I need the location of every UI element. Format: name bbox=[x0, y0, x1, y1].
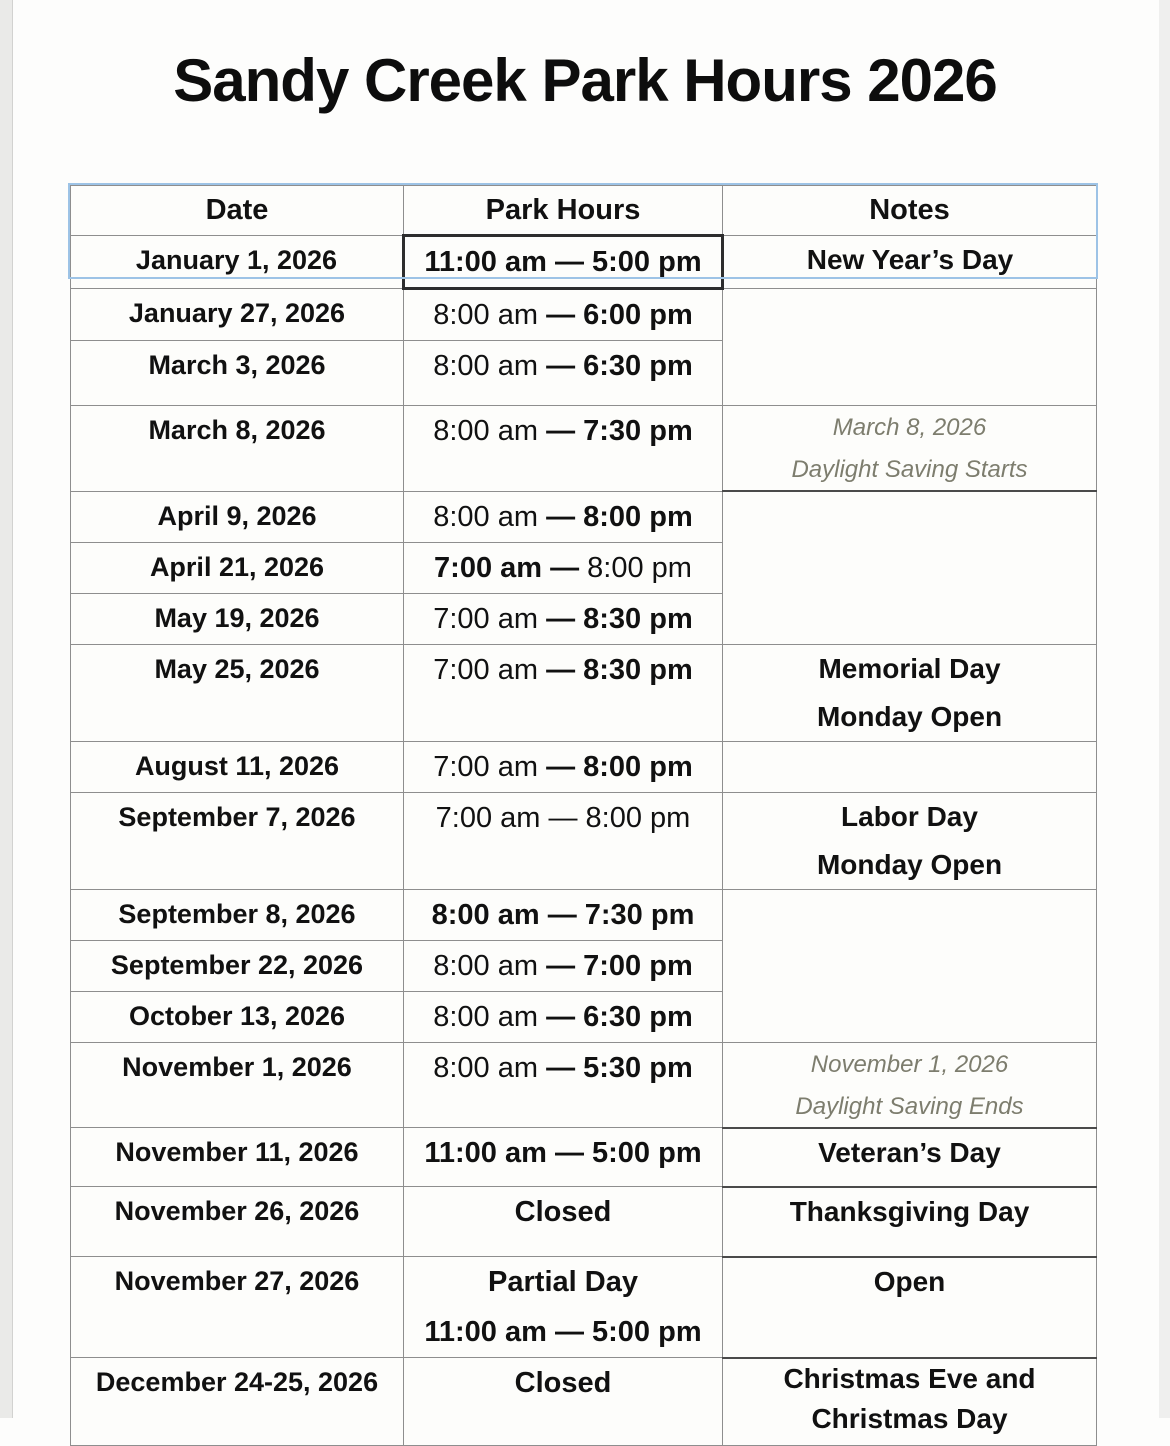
hours-cell bbox=[404, 593, 723, 644]
hours-text: — 7:00 pm bbox=[546, 949, 693, 982]
column-header-date: Date bbox=[71, 186, 404, 236]
date-cell: October 13, 2026 bbox=[71, 991, 404, 1042]
note-cell bbox=[723, 1257, 1097, 1358]
note-cell bbox=[723, 644, 1097, 741]
hours-cell bbox=[404, 406, 723, 492]
note-text: New Year’s Day bbox=[806, 244, 1014, 275]
date-cell: November 26, 2026 bbox=[71, 1187, 404, 1257]
date-cell: August 11, 2026 bbox=[71, 741, 404, 792]
hours-text: — 6:00 pm bbox=[546, 299, 693, 331]
date-cell: May 25, 2026 bbox=[71, 644, 404, 741]
table-row bbox=[71, 889, 1097, 940]
hours-text: — 8:00 pm bbox=[546, 750, 693, 783]
note-cell bbox=[723, 1128, 1097, 1187]
hours-cell bbox=[404, 289, 723, 341]
hours-text: 8:00 am bbox=[433, 350, 547, 382]
note-text: Daylight Saving Starts bbox=[791, 456, 1028, 483]
hours-text: 11:00 am — 5:00 pm bbox=[424, 1316, 702, 1348]
note-cell bbox=[723, 236, 1097, 289]
note-text: Thanksgiving Day bbox=[789, 1195, 1030, 1227]
date-cell: September 22, 2026 bbox=[71, 940, 404, 991]
note-text: Open bbox=[873, 1265, 946, 1297]
hours-text: 8:00 am — 7:30 pm bbox=[431, 898, 695, 931]
note-text: Labor Day bbox=[841, 800, 978, 832]
hours-text: 7:00 am bbox=[433, 750, 547, 783]
table-header-row bbox=[71, 186, 1097, 236]
hours-text: 11:00 am — 5:00 pm bbox=[424, 1137, 702, 1169]
hours-cell bbox=[404, 542, 723, 593]
table-row bbox=[71, 1257, 1097, 1358]
hours-text: 8:00 am bbox=[433, 949, 547, 982]
date-cell: September 8, 2026 bbox=[71, 889, 404, 940]
column-header-notes: Notes bbox=[723, 186, 1097, 236]
hours-text: 11:00 am — 5:00 pm bbox=[424, 246, 702, 278]
hours-cell bbox=[404, 741, 723, 792]
hours-text: — 7:30 pm bbox=[546, 415, 693, 447]
hours-text: — 8:30 pm bbox=[546, 653, 693, 686]
hours-cell bbox=[404, 991, 723, 1042]
note-text: Monday Open bbox=[816, 848, 1003, 880]
hours-cell bbox=[404, 1128, 723, 1187]
hours-text: Partial Day bbox=[488, 1266, 638, 1298]
date-cell: November 11, 2026 bbox=[71, 1128, 404, 1187]
park-hours-table bbox=[70, 185, 1097, 1446]
column-header-hours: Park Hours bbox=[404, 186, 723, 236]
hours-cell bbox=[404, 491, 723, 542]
date-cell: May 19, 2026 bbox=[71, 593, 404, 644]
note-text: Veteran’s Day bbox=[818, 1136, 1001, 1168]
hours-text: 7:00 am — 8:00 pm bbox=[435, 801, 691, 834]
note-cell bbox=[723, 792, 1097, 889]
hours-text: 7:00 am bbox=[433, 602, 547, 635]
hours-text: Closed bbox=[514, 1367, 612, 1399]
page-edge-right bbox=[1159, 0, 1170, 1418]
table-row bbox=[71, 236, 1097, 289]
note-text: Monday Open bbox=[816, 700, 1003, 732]
park-hours-table-body bbox=[71, 236, 1097, 1446]
note-text: Daylight Saving Ends bbox=[795, 1092, 1024, 1120]
table-row bbox=[71, 792, 1097, 889]
hours-cell bbox=[404, 1257, 723, 1358]
note-cell bbox=[723, 1042, 1097, 1128]
table-row bbox=[71, 741, 1097, 792]
date-cell: January 1, 2026 bbox=[71, 236, 404, 289]
hours-text: 8:00 am bbox=[433, 500, 547, 533]
hours-cell bbox=[404, 341, 723, 406]
date-cell: March 8, 2026 bbox=[71, 406, 404, 492]
hours-cell bbox=[404, 1042, 723, 1128]
note-cell bbox=[723, 1187, 1097, 1257]
table-row bbox=[71, 406, 1097, 492]
table-row bbox=[71, 1128, 1097, 1187]
hours-text: — 6:30 pm bbox=[546, 350, 693, 382]
note-text: March 8, 2026 bbox=[832, 414, 987, 441]
date-cell: September 7, 2026 bbox=[71, 792, 404, 889]
hours-text: — 6:30 pm bbox=[546, 1000, 693, 1033]
note-cell bbox=[723, 889, 1097, 1042]
hours-text: 8:00 am bbox=[433, 1051, 547, 1084]
date-cell: March 3, 2026 bbox=[71, 341, 404, 406]
note-cell bbox=[723, 406, 1097, 492]
hours-text: Closed bbox=[514, 1196, 612, 1228]
hours-cell bbox=[404, 940, 723, 991]
note-cell bbox=[723, 289, 1097, 406]
table-row bbox=[71, 1042, 1097, 1128]
date-cell: January 27, 2026 bbox=[71, 289, 404, 341]
hours-cell bbox=[404, 1358, 723, 1446]
hours-cell bbox=[404, 889, 723, 940]
hours-text: 7:00 am bbox=[433, 653, 547, 686]
note-cell bbox=[723, 491, 1097, 644]
note-text: November 1, 2026 bbox=[810, 1050, 1009, 1078]
date-cell: November 27, 2026 bbox=[71, 1257, 404, 1358]
table-row bbox=[71, 644, 1097, 741]
table-row bbox=[71, 289, 1097, 341]
hours-text: — 8:00 pm bbox=[546, 500, 693, 533]
hours-cell bbox=[404, 644, 723, 741]
note-cell bbox=[723, 741, 1097, 792]
note-cell bbox=[723, 1358, 1097, 1446]
page-title: Sandy Creek Park Hours 2026 bbox=[173, 47, 997, 114]
hours-text: 8:00 am bbox=[433, 1000, 547, 1033]
hours-text: 8:00 am bbox=[433, 299, 547, 331]
hours-text: — 5:30 pm bbox=[546, 1051, 693, 1084]
hours-text: 8:00 pm bbox=[587, 551, 692, 584]
date-cell: December 24-25, 2026 bbox=[71, 1358, 404, 1446]
table-row bbox=[71, 1358, 1097, 1446]
hours-cell-selected bbox=[404, 236, 723, 289]
hours-cell bbox=[404, 1187, 723, 1257]
page-edge-left bbox=[0, 0, 13, 1418]
hours-text: 8:00 am bbox=[433, 415, 547, 447]
date-cell: April 9, 2026 bbox=[71, 491, 404, 542]
hours-text: 7:00 am — bbox=[434, 551, 588, 584]
hours-cell bbox=[404, 792, 723, 889]
note-text: Christmas Day bbox=[811, 1402, 1008, 1434]
date-cell: April 21, 2026 bbox=[71, 542, 404, 593]
hours-text: — 8:30 pm bbox=[546, 602, 693, 635]
note-text: Memorial Day bbox=[818, 652, 1001, 684]
note-text: Christmas Eve and bbox=[783, 1362, 1036, 1394]
table-row bbox=[71, 1187, 1097, 1257]
table-row bbox=[71, 491, 1097, 542]
date-cell: November 1, 2026 bbox=[71, 1042, 404, 1128]
